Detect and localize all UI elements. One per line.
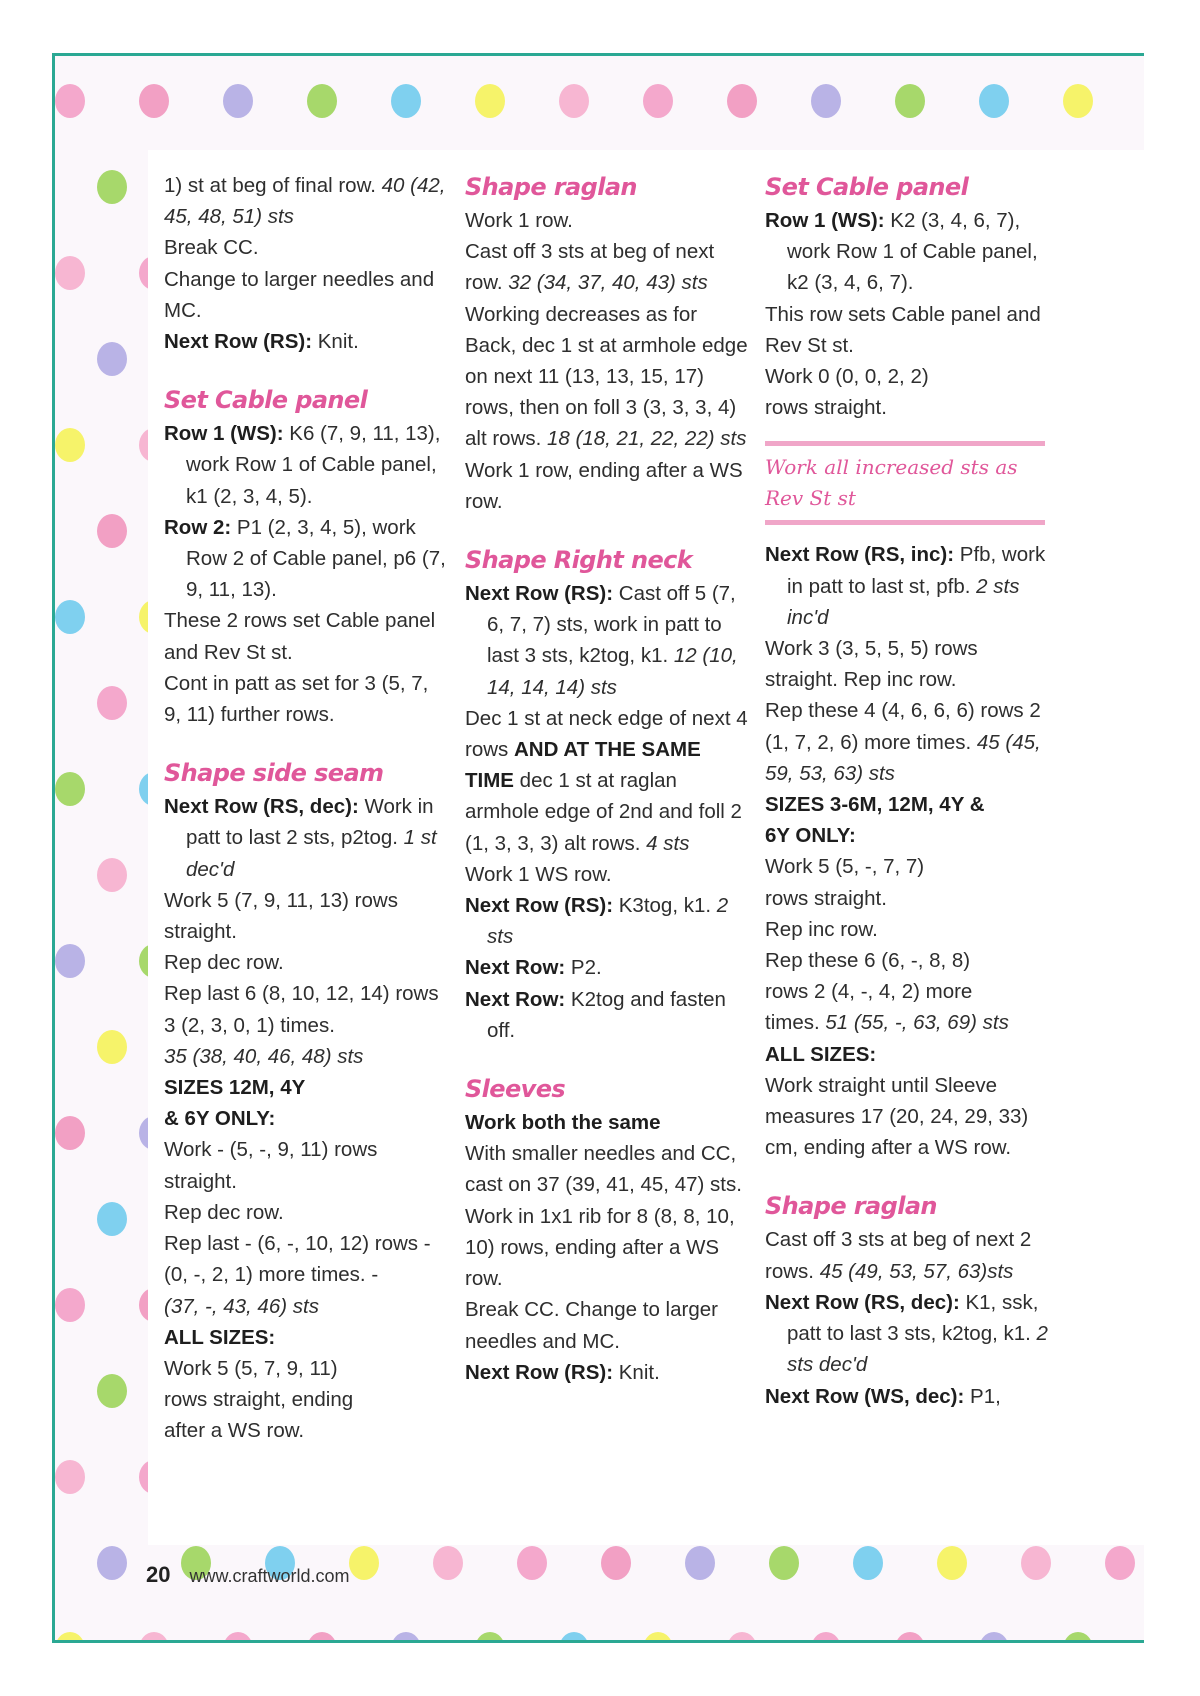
polka-dot (811, 84, 841, 118)
polka-dot (55, 428, 85, 462)
polka-dot (139, 1632, 169, 1643)
polka-dot (559, 84, 589, 118)
polka-dot (475, 1632, 505, 1643)
row-instruction: Next Row: P2. (465, 956, 602, 980)
text-line: Rep last - (6, -, 10, 12) rows - (0, -, 2, 1) more times. - (164, 1232, 431, 1287)
polka-dot (55, 256, 85, 290)
polka-dot (139, 84, 169, 118)
text-line: Work 5 (7, 9, 11, 13) rows straight. (164, 888, 398, 944)
polka-dot (1021, 1546, 1051, 1580)
text-line: Break CC. Change to larger needles and MC. (465, 1298, 718, 1353)
polka-dot (307, 84, 337, 118)
polka-dot (517, 1546, 547, 1580)
column-1 (164, 170, 449, 1447)
row-instruction: Row 1 (WS): K2 (3, 4, 6, 7), work Row 1 of Cable panel, k2 (3, 4, 6, 7). (765, 209, 1038, 295)
row-instruction: Row 2: P1 (2, 3, 4, 5), work Row 2 of Cable panel, p6 (7, 9, 11, 13). (164, 515, 446, 602)
text-line: Work 3 (3, 5, 5, 5) rows straight. Rep inc row. (765, 637, 978, 692)
polka-dot (223, 1632, 253, 1643)
polka-dot (349, 1546, 379, 1580)
page-footer (146, 1562, 350, 1588)
polka-dot (55, 1116, 85, 1150)
subheading: Work both the same (465, 1111, 661, 1135)
polka-dot (979, 1632, 1009, 1643)
polka-dot (685, 1546, 715, 1580)
text-line: (37, -, 43, 46) sts (164, 1294, 319, 1318)
text-line: This row sets Cable panel and Rev St st. (765, 302, 1041, 357)
polka-dot (979, 84, 1009, 118)
callout-text: Work all increased sts as Rev St st (765, 455, 1018, 511)
text-line: Cont in patt as set for 3 (5, 7, 9, 11) further rows. (164, 671, 429, 727)
row-instruction: Next Row (WS, dec): P1, (765, 1384, 1001, 1408)
callout-note (765, 441, 1045, 525)
polka-dot (895, 1632, 925, 1643)
polka-dot (895, 84, 925, 118)
polka-dot (55, 1632, 85, 1643)
polka-dot (97, 1030, 127, 1064)
polka-dot (307, 1632, 337, 1643)
polka-dot (97, 514, 127, 548)
polka-dot (55, 1460, 85, 1494)
text-line: Working decreases as for Back, dec 1 st at armhole edge on next 11 (13, 13, 15, 17) rows, then on foll 3 (3, 3, 3, 4) alt rows. 18 (18, 21, 22, 22) sts (465, 302, 748, 451)
text-line: Rep these 4 (4, 6, 6, 6) rows 2 (1, 7, 2, 6) more times. 45 (45, 59, 53, 63) sts (765, 699, 1041, 785)
polka-dot (433, 1546, 463, 1580)
section-heading: Set Cable panel (765, 173, 969, 201)
text-line: Work 1 row. (465, 209, 573, 232)
polka-dot (727, 84, 757, 118)
polka-dot (727, 1632, 757, 1643)
text-line: Cast off 3 sts at beg of next row. 32 (34, 37, 40, 43) sts (465, 240, 715, 295)
text-line: Work 5 (5, 7, 9, 11) rows straight, ending after a WS row. (164, 1356, 354, 1443)
polka-dot (643, 84, 673, 118)
text-line: Break CC. (164, 236, 259, 260)
polka-dot (55, 84, 85, 118)
row-instruction: Next Row (RS): Knit. (164, 330, 359, 354)
size-heading: SIZES 12M, 4Y & 6Y ONLY: (164, 1076, 305, 1131)
text-line: These 2 rows set Cable panel and Rev St st. (164, 609, 436, 664)
polka-dot (223, 84, 253, 118)
text-line: Work - (5, -, 9, 11) rows straight. (164, 1138, 378, 1193)
column-3 (765, 170, 1050, 1412)
text-line: Work 5 (5, -, 7, 7) rows straight. (765, 855, 925, 910)
polka-dot (97, 858, 127, 892)
text-line: 35 (38, 40, 46, 48) sts (164, 1044, 364, 1068)
size-heading: SIZES 3-6M, 12M, 4Y & 6Y ONLY: (765, 793, 985, 848)
text-line: With smaller needles and CC, cast on 37 (39, 41, 45, 47) sts. (465, 1142, 742, 1197)
page-number: 20 (146, 1562, 171, 1587)
column-2 (465, 170, 750, 1388)
row-instruction: Next Row (RS): Cast off 5 (7, 6, 7, 7) sts, work in patt to last 3 sts, k2tog, k1. 12 (10, 14, 14, 14) sts (465, 582, 738, 699)
size-heading: ALL SIZES: (164, 1325, 276, 1349)
text-line: Rep dec row. (164, 1200, 284, 1224)
row-instruction: Row 1 (WS): K6 (7, 9, 11, 13), work Row 1 of Cable panel, k1 (2, 3, 4, 5). (164, 422, 441, 508)
polka-dot (55, 944, 85, 978)
polka-dot (1063, 84, 1093, 118)
size-heading: ALL SIZES: (765, 1042, 877, 1066)
row-instruction: Next Row (RS): K3tog, k1. 2 sts (465, 894, 729, 949)
polka-dot (853, 1546, 883, 1580)
text-line: Rep these 6 (6, -, 8, 8) rows 2 (4, -, 4, 2) more times. 51 (55, -, 63, 69) sts (765, 949, 1009, 1035)
text-line: Dec 1 st at neck edge of next 4 rows AND AT THE SAME TIME dec 1 st at raglan armhole edge of 2nd and foll 2 (1, 3, 3, 3) alt rows. 4 sts (465, 706, 748, 855)
text-line: Rep inc row. (765, 917, 878, 941)
row-instruction: Next Row (RS, inc): Pfb, work in patt to last st, pfb. 2 sts inc'd (765, 543, 1046, 629)
row-instruction: Next Row (RS, dec): K1, ssk, patt to last 3 sts, k2tog, k1. 2 sts dec'd (765, 1290, 1048, 1377)
polka-dot (55, 772, 85, 806)
polka-dot (55, 1288, 85, 1322)
section-heading: Shape raglan (465, 173, 637, 201)
polka-dot (811, 1632, 841, 1643)
text-line: Change to larger needles and MC. (164, 267, 435, 322)
text-line: Cast off 3 sts at beg of next 2 rows. 45 (49, 53, 57, 63)sts (765, 1228, 1032, 1283)
row-instruction: Next Row (RS): Knit. (465, 1360, 660, 1384)
section-heading: Sleeves (465, 1075, 566, 1104)
text-line: Work 1 WS row. (465, 862, 612, 886)
text-line: Rep dec row. (164, 951, 284, 975)
polka-dot (643, 1632, 673, 1643)
text-line: Work 0 (0, 0, 2, 2) rows straight. (765, 365, 929, 420)
polka-dot (475, 84, 505, 118)
text-line: Work straight until Sleeve measures 17 (20, 24, 29, 33) cm, ending after a WS row. (765, 1073, 1029, 1160)
polka-dot (55, 600, 85, 634)
section-heading: Shape raglan (765, 1192, 937, 1221)
row-instruction: Next Row (RS, dec): Work in patt to last 2 sts, p2tog. 1 st dec'd (164, 795, 437, 881)
polka-dot (1063, 1632, 1093, 1643)
website-url: www.craftworld.com (189, 1566, 350, 1586)
section-heading: Shape Right neck (465, 546, 693, 575)
section-heading: Set Cable panel (164, 386, 368, 415)
polka-dot (97, 1202, 127, 1236)
polka-dot (559, 1632, 589, 1643)
section-heading: Shape side seam (164, 759, 384, 788)
polka-dot (97, 170, 127, 204)
polka-dot (391, 84, 421, 118)
text-line: 1) st at beg of final row. 40 (42, 45, 48, 51) sts (164, 174, 446, 229)
polka-dot (1105, 1546, 1135, 1580)
polka-dot (97, 1546, 127, 1580)
polka-dot (97, 1374, 127, 1408)
polka-dot (97, 342, 127, 376)
text-line: Work 1 row, ending after a WS row. (465, 458, 743, 513)
row-instruction: Next Row: K2tog and fasten off. (465, 987, 726, 1042)
text-line: Rep last 6 (8, 10, 12, 14) rows 3 (2, 3, 0, 1) times. (164, 982, 439, 1037)
polka-dot (937, 1546, 967, 1580)
polka-dot (97, 686, 127, 720)
polka-dot (601, 1546, 631, 1580)
polka-dot (769, 1546, 799, 1580)
text-line: Work in 1x1 rib for 8 (8, 8, 10, 10) rows, ending after a WS row. (465, 1204, 735, 1291)
polka-dot (391, 1632, 421, 1643)
